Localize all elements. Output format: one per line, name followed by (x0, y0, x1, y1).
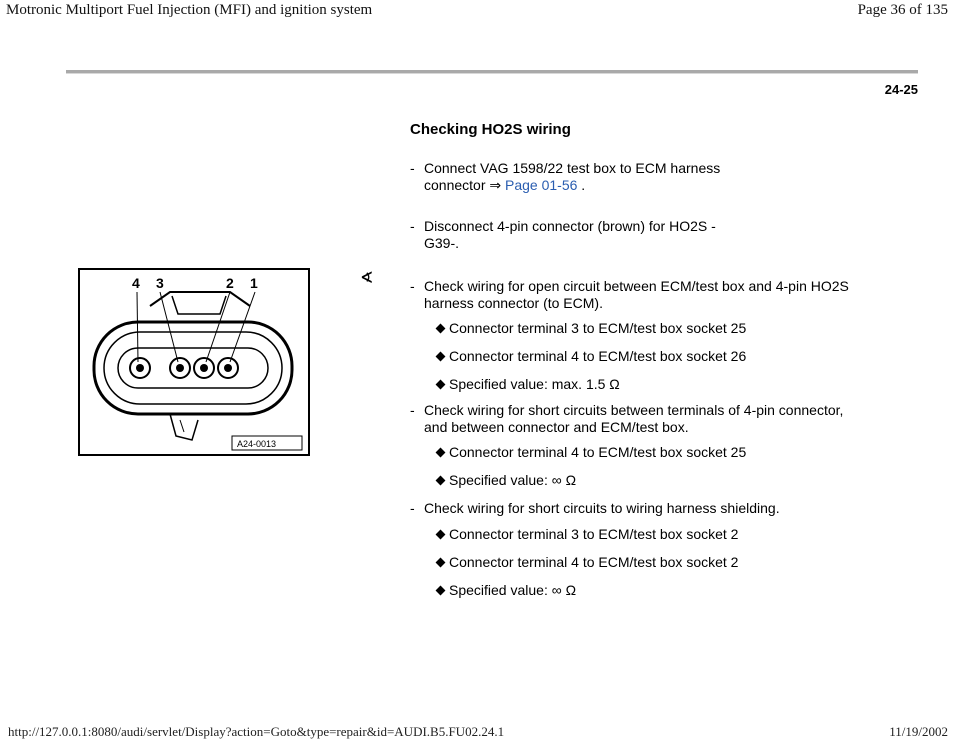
diamond-bullet-icon (436, 380, 446, 390)
pin-label-1: 1 (250, 275, 258, 291)
diamond-bullet-icon (436, 476, 446, 486)
step-dash: - (410, 278, 415, 294)
figure-code: A24-0013 (237, 439, 277, 449)
pin-label-2: 2 (226, 275, 234, 291)
step-text-line1: Disconnect 4-pin connector (brown) for HO2S - (424, 218, 716, 234)
diamond-bullet-icon (436, 324, 446, 334)
diamond-bullet-icon (436, 352, 446, 362)
list-item: Specified value: ∞ Ω (437, 582, 576, 599)
figure-pointer-icon: ∢ (360, 270, 374, 287)
page-number: 24-25 (884, 82, 918, 97)
header-rule (66, 70, 918, 74)
footer-date: 11/19/2002 (889, 724, 948, 739)
footer-url: http://127.0.0.1:8080/audi/servlet/Display?action=Goto&type=repair&id=AUDI.B5.FU02.24.1 (8, 724, 505, 739)
page-link[interactable]: Page 01-56 (505, 177, 578, 193)
step-text-line2: G39-. (424, 235, 460, 251)
list-item: Connector terminal 3 to ECM/test box socket 2 (437, 526, 738, 543)
step-disconnect-connector (410, 218, 716, 252)
page-counter: Page 36 of 135 (857, 2, 948, 18)
step-text-line2: harness connector (to ECM). (424, 295, 603, 311)
diamond-bullet-icon (436, 448, 446, 458)
step-dash: - (410, 218, 415, 234)
list-item: Connector terminal 4 to ECM/test box socket 2 (437, 554, 738, 571)
connector-figure (78, 268, 310, 456)
pin-label-4: 4 (132, 275, 140, 291)
diamond-bullet-icon (436, 558, 446, 568)
diamond-bullet-icon (436, 530, 446, 540)
step-text-line1: Connect VAG 1598/22 test box to ECM harness (424, 160, 721, 176)
step-text-line1: Check wiring for open circuit between ECM/test box and 4-pin HO2S (424, 278, 849, 294)
list-item: Connector terminal 3 to ECM/test box socket 25 (437, 320, 746, 337)
pin-label-3: 3 (156, 275, 164, 291)
connector-drawing (80, 270, 308, 454)
step-check-short-circuit-terminals (410, 402, 843, 436)
step-check-shielding (410, 500, 780, 517)
list-item: Specified value: max. 1.5 Ω (437, 376, 620, 393)
list-item: Specified value: ∞ Ω (437, 472, 576, 489)
list-item: Connector terminal 4 to ECM/test box socket 25 (437, 444, 746, 461)
step-text-line1: Check wiring for short circuits to wiring harness shielding. (424, 500, 780, 516)
arrow-icon: ⇒ (489, 177, 502, 193)
step-text-line1: Check wiring for short circuits between terminals of 4-pin connector, (424, 402, 844, 418)
list-item: Connector terminal 4 to ECM/test box socket 26 (437, 348, 746, 365)
step-text-line2: connector ⇒ Page 01-56 . (424, 177, 586, 193)
step-dash: - (410, 500, 415, 516)
document-title: Motronic Multiport Fuel Injection (MFI) and ignition system (6, 2, 373, 18)
step-text-line2: and between connector and ECM/test box. (424, 419, 689, 435)
step-connect-test-box (410, 160, 720, 194)
section-title: Checking HO2S wiring (410, 121, 571, 138)
step-check-open-circuit (410, 278, 849, 312)
step-dash: - (410, 402, 415, 418)
step-dash: - (410, 160, 415, 176)
diamond-bullet-icon (436, 586, 446, 596)
